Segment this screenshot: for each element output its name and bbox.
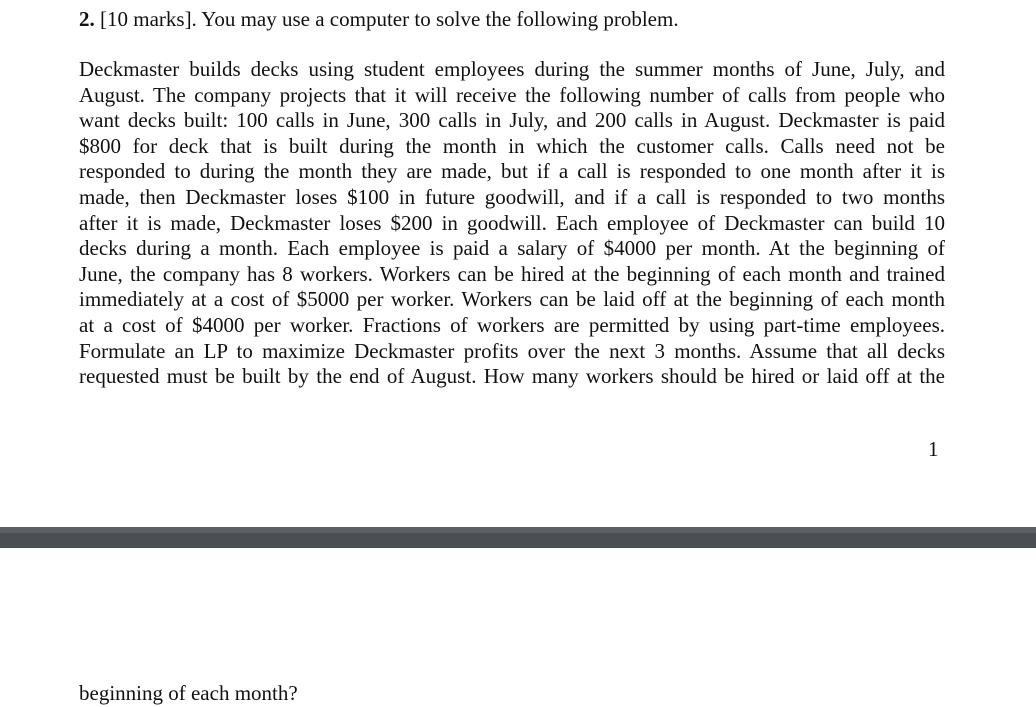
body-line: made, then Deckmaster loses $100 in future goodwill, and if a call is responded to two months	[79, 184, 945, 209]
document-page-2	[0, 548, 1036, 707]
body-line: after it is made, Deckmaster loses $200 in goodwill. Each employee of Deckmaster can build 10	[79, 210, 945, 235]
body-line: at a cost of $4000 per worker. Fractions of workers are permitted by using part-time employees.	[79, 312, 945, 337]
body-line: want decks built: 100 calls in June, 300 calls in July, and 200 calls in August. Deckmaster is paid	[79, 108, 945, 133]
body-line: $800 for deck that is built during the month in which the customer calls. Calls need not be	[79, 133, 945, 158]
question-number: 2.	[79, 7, 95, 31]
question-heading	[79, 6, 679, 32]
question-body	[79, 57, 945, 390]
page-separator-edge	[0, 527, 1036, 533]
body-line: August. The company projects that it will receive the following number of calls from people who	[79, 82, 945, 107]
body-line: Deckmaster builds decks using student employees during the summer months of June, July, and	[79, 57, 945, 81]
page-number: 1	[928, 437, 939, 461]
body-line: requested must be built by the end of August. How many workers should be hired or laid off at the	[79, 364, 945, 389]
page-separator	[0, 527, 1036, 548]
continuation-text: beginning of each month?	[79, 681, 298, 705]
body-line: June, the company has 8 workers. Workers can be hired at the beginning of each month and trained	[79, 261, 945, 286]
body-line: immediately at a cost of $5000 per worker. Workers can be laid off at the beginning of each month	[79, 287, 945, 312]
body-line: Formulate an LP to maximize Deckmaster profits over the next 3 months. Assume that all decks	[79, 338, 945, 363]
body-line: decks during a month. Each employee is paid a salary of $4000 per month. At the beginning of	[79, 236, 945, 261]
question-heading-text: [10 marks]. You may use a computer to solve the following problem.	[94, 7, 679, 31]
body-line: responded to during the month they are made, but if a call is responded to one month after it is	[79, 159, 945, 184]
